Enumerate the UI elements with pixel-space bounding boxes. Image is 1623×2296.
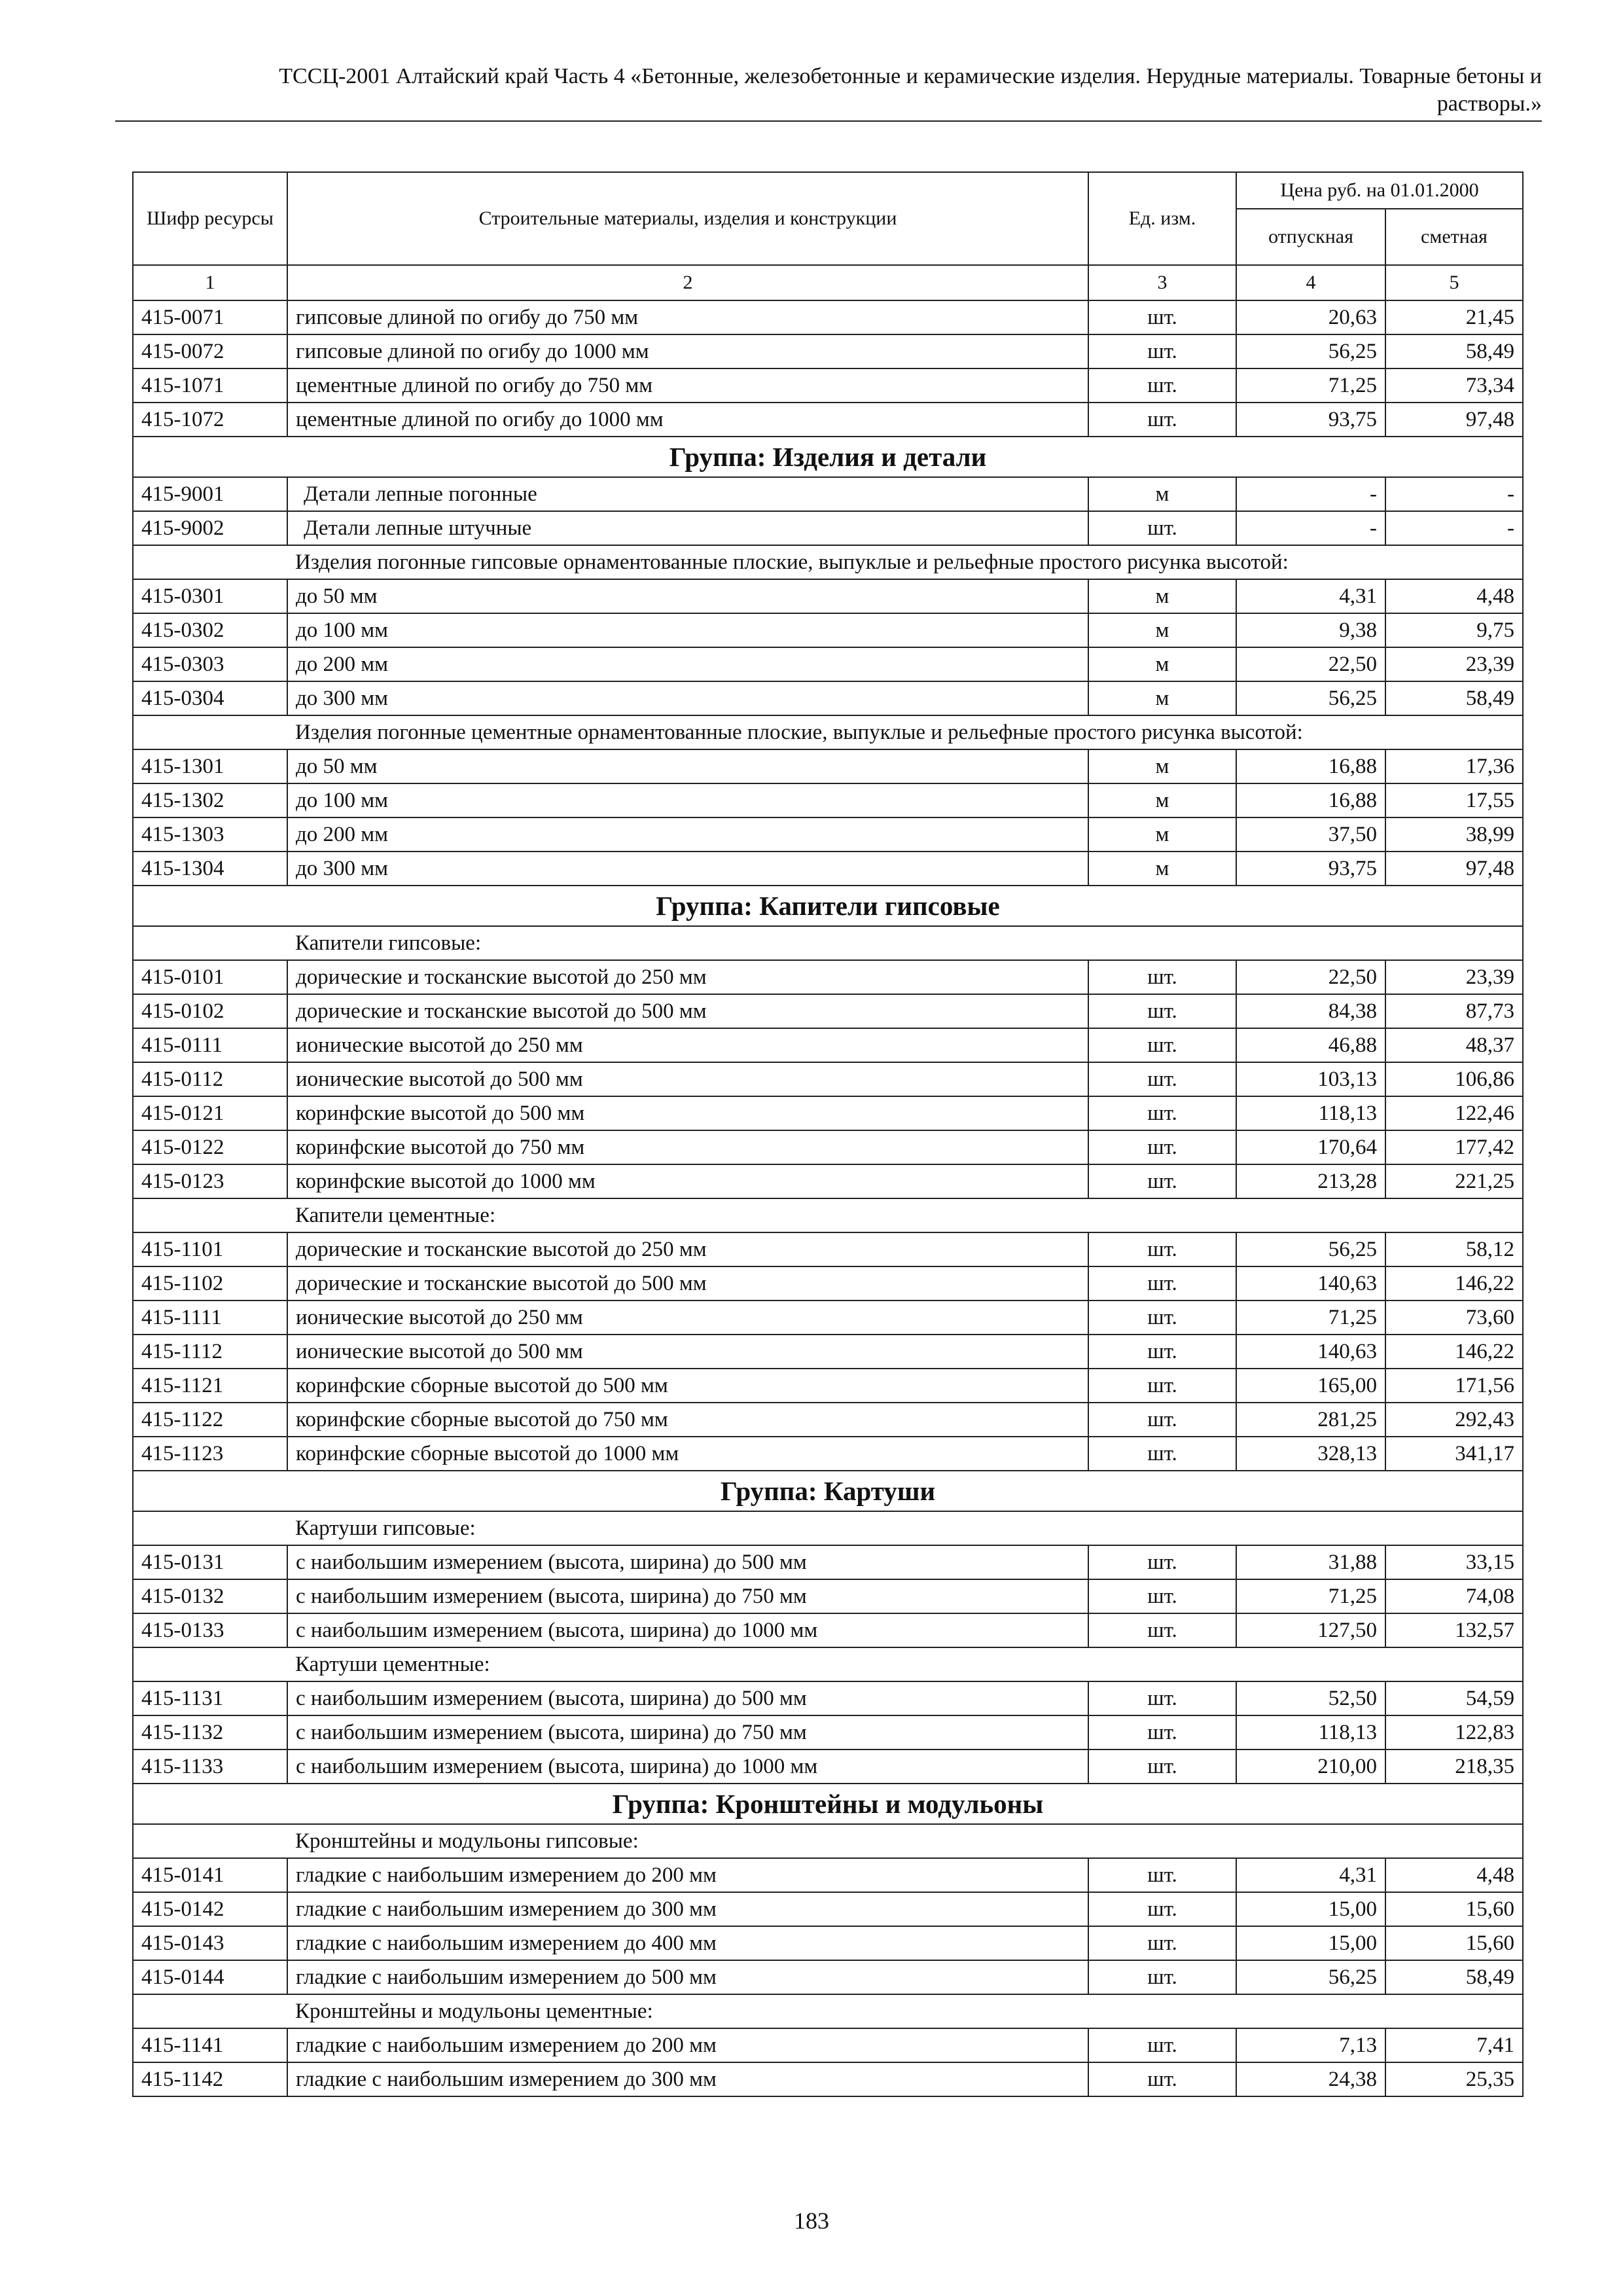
unit-of-measure: м	[1088, 852, 1236, 886]
price-table-body	[133, 300, 1523, 2096]
group-heading: Группа: Изделия и детали	[133, 437, 1523, 477]
subgroup-row	[133, 1511, 1523, 1545]
unit-of-measure: шт.	[1088, 1715, 1236, 1749]
unit-of-measure: шт.	[1088, 1892, 1236, 1926]
resource-name: коринфские высотой до 500 мм	[287, 1096, 1088, 1130]
estimate-price: 17,55	[1385, 783, 1523, 817]
table-row	[133, 1960, 1523, 1994]
unit-of-measure: шт.	[1088, 1579, 1236, 1613]
release-price: -	[1236, 477, 1385, 511]
resource-code: 415-0102	[133, 994, 287, 1028]
unit-of-measure: шт.	[1088, 2028, 1236, 2062]
estimate-price: 38,99	[1385, 817, 1523, 852]
document-header	[115, 63, 1542, 118]
estimate-price: 4,48	[1385, 1858, 1523, 1892]
table-row	[133, 852, 1523, 886]
subgroup-heading: Изделия погонные цементные орнаментованные плоские, выпуклые и рельефные простого рисунка высотой:	[287, 715, 1523, 749]
unit-of-measure: м	[1088, 477, 1236, 511]
unit-of-measure: шт.	[1088, 1749, 1236, 1784]
subgroup-spacer	[133, 545, 287, 579]
resource-name: с наибольшим измерением (высота, ширина) до 1000 мм	[287, 1613, 1088, 1647]
unit-of-measure: м	[1088, 613, 1236, 647]
estimate-price: 58,49	[1385, 681, 1523, 715]
release-price: 118,13	[1236, 1715, 1385, 1749]
unit-of-measure: шт.	[1088, 1403, 1236, 1437]
release-price: 22,50	[1236, 960, 1385, 994]
release-price: -	[1236, 511, 1385, 545]
release-price: 103,13	[1236, 1062, 1385, 1096]
resource-code: 415-0131	[133, 1545, 287, 1579]
resource-name: дорические и тосканские высотой до 250 мм	[287, 960, 1088, 994]
estimate-price: 106,86	[1385, 1062, 1523, 1096]
estimate-price: 87,73	[1385, 994, 1523, 1028]
column-header-unit: Ед. изм.	[1088, 172, 1236, 265]
resource-name: гипсовые длиной по огибу до 750 мм	[287, 300, 1088, 334]
table-row	[133, 1232, 1523, 1266]
release-price: 31,88	[1236, 1545, 1385, 1579]
unit-of-measure: шт.	[1088, 368, 1236, 403]
resource-code: 415-1304	[133, 852, 287, 886]
resource-code: 415-1072	[133, 403, 287, 437]
release-price: 71,25	[1236, 1300, 1385, 1335]
table-row	[133, 1130, 1523, 1164]
table-row	[133, 2028, 1523, 2062]
resource-code: 415-1112	[133, 1335, 287, 1369]
column-header-release-price: отпускная	[1236, 209, 1385, 265]
subgroup-spacer	[133, 715, 287, 749]
release-price: 15,00	[1236, 1892, 1385, 1926]
table-row	[133, 1545, 1523, 1579]
resource-name: до 50 мм	[287, 579, 1088, 613]
resource-code: 415-9001	[133, 477, 287, 511]
resource-name: коринфские высотой до 1000 мм	[287, 1164, 1088, 1198]
table-row	[133, 783, 1523, 817]
table-row	[133, 1096, 1523, 1130]
table-row	[133, 1749, 1523, 1784]
table-row	[133, 334, 1523, 368]
release-price: 37,50	[1236, 817, 1385, 852]
unit-of-measure: шт.	[1088, 1926, 1236, 1960]
unit-of-measure: шт.	[1088, 334, 1236, 368]
resource-name: до 100 мм	[287, 613, 1088, 647]
table-row	[133, 368, 1523, 403]
table-row	[133, 994, 1523, 1028]
resource-name: до 200 мм	[287, 647, 1088, 681]
table-row	[133, 1579, 1523, 1613]
table-row	[133, 1681, 1523, 1715]
release-price: 210,00	[1236, 1749, 1385, 1784]
unit-of-measure: шт.	[1088, 1130, 1236, 1164]
table-row	[133, 403, 1523, 437]
resource-name: коринфские сборные высотой до 1000 мм	[287, 1437, 1088, 1471]
estimate-price: 73,60	[1385, 1300, 1523, 1335]
column-number-1: 1	[133, 265, 287, 300]
table-row	[133, 817, 1523, 852]
resource-code: 415-1133	[133, 1749, 287, 1784]
unit-of-measure: м	[1088, 647, 1236, 681]
estimate-price: 122,83	[1385, 1715, 1523, 1749]
table-row	[133, 1437, 1523, 1471]
resource-code: 415-1132	[133, 1715, 287, 1749]
group-heading: Группа: Капители гипсовые	[133, 886, 1523, 926]
price-table	[132, 171, 1524, 2097]
release-price: 140,63	[1236, 1266, 1385, 1300]
subgroup-spacer	[133, 1647, 287, 1681]
resource-code: 415-1302	[133, 783, 287, 817]
estimate-price: 9,75	[1385, 613, 1523, 647]
table-row	[133, 1028, 1523, 1062]
table-row	[133, 1858, 1523, 1892]
table-row	[133, 1164, 1523, 1198]
unit-of-measure: шт.	[1088, 1300, 1236, 1335]
estimate-price: 58,49	[1385, 1960, 1523, 1994]
resource-code: 415-1121	[133, 1369, 287, 1403]
column-number-3: 3	[1088, 265, 1236, 300]
table-row	[133, 1715, 1523, 1749]
release-price: 93,75	[1236, 403, 1385, 437]
unit-of-measure: шт.	[1088, 1960, 1236, 1994]
unit-of-measure: шт.	[1088, 1232, 1236, 1266]
unit-of-measure: м	[1088, 817, 1236, 852]
release-price: 22,50	[1236, 647, 1385, 681]
resource-name: гипсовые длиной по огибу до 1000 мм	[287, 334, 1088, 368]
resource-code: 415-1131	[133, 1681, 287, 1715]
resource-name: до 100 мм	[287, 783, 1088, 817]
subgroup-spacer	[133, 1198, 287, 1232]
estimate-price: 221,25	[1385, 1164, 1523, 1198]
subgroup-heading: Картуши цементные:	[287, 1647, 1523, 1681]
resource-code: 415-1111	[133, 1300, 287, 1335]
subgroup-spacer	[133, 1824, 287, 1858]
release-price: 281,25	[1236, 1403, 1385, 1437]
resource-name: ионические высотой до 500 мм	[287, 1062, 1088, 1096]
resource-code: 415-1071	[133, 368, 287, 403]
resource-code: 415-0303	[133, 647, 287, 681]
unit-of-measure: шт.	[1088, 1335, 1236, 1369]
unit-of-measure: шт.	[1088, 1545, 1236, 1579]
release-price: 20,63	[1236, 300, 1385, 334]
estimate-price: 74,08	[1385, 1579, 1523, 1613]
unit-of-measure: шт.	[1088, 1096, 1236, 1130]
release-price: 71,25	[1236, 1579, 1385, 1613]
resource-code: 415-0071	[133, 300, 287, 334]
resource-code: 415-0304	[133, 681, 287, 715]
table-row	[133, 1892, 1523, 1926]
estimate-price: 48,37	[1385, 1028, 1523, 1062]
group-heading-row	[133, 886, 1523, 926]
table-row	[133, 511, 1523, 545]
release-price: 24,38	[1236, 2062, 1385, 2096]
column-number-2: 2	[287, 265, 1088, 300]
resource-code: 415-0123	[133, 1164, 287, 1198]
group-heading-row	[133, 437, 1523, 477]
resource-name: дорические и тосканские высотой до 500 мм	[287, 1266, 1088, 1300]
resource-name: до 50 мм	[287, 749, 1088, 783]
resource-name: гладкие с наибольшим измерением до 200 мм	[287, 2028, 1088, 2062]
resource-code: 415-0133	[133, 1613, 287, 1647]
resource-code: 415-9002	[133, 511, 287, 545]
resource-code: 415-0072	[133, 334, 287, 368]
resource-code: 415-0101	[133, 960, 287, 994]
group-heading-row	[133, 1471, 1523, 1511]
resource-name: дорические и тосканские высотой до 500 мм	[287, 994, 1088, 1028]
estimate-price: 97,48	[1385, 852, 1523, 886]
subgroup-heading: Картуши гипсовые:	[287, 1511, 1523, 1545]
estimate-price: 25,35	[1385, 2062, 1523, 2096]
table-row	[133, 579, 1523, 613]
table-row	[133, 300, 1523, 334]
unit-of-measure: шт.	[1088, 1266, 1236, 1300]
estimate-price: 23,39	[1385, 960, 1523, 994]
estimate-price: 7,41	[1385, 2028, 1523, 2062]
resource-code: 415-0111	[133, 1028, 287, 1062]
resource-name: ионические высотой до 500 мм	[287, 1335, 1088, 1369]
resource-name: цементные длиной по огибу до 1000 мм	[287, 403, 1088, 437]
column-number-4: 4	[1236, 265, 1385, 300]
estimate-price: 97,48	[1385, 403, 1523, 437]
estimate-price: 58,12	[1385, 1232, 1523, 1266]
unit-of-measure: м	[1088, 579, 1236, 613]
release-price: 118,13	[1236, 1096, 1385, 1130]
subgroup-row	[133, 715, 1523, 749]
estimate-price: 122,46	[1385, 1096, 1523, 1130]
subgroup-heading: Кронштейны и модульоны цементные:	[287, 1994, 1523, 2028]
resource-code: 415-0142	[133, 1892, 287, 1926]
header-line-1: ТССЦ-2001 Алтайский край Часть 4 «Бетонные, железобетонные и керамические изделия. Нерудные материалы. Товарные бетоны и	[279, 64, 1542, 88]
estimate-price: 146,22	[1385, 1266, 1523, 1300]
release-price: 4,31	[1236, 579, 1385, 613]
table-row	[133, 477, 1523, 511]
table-row	[133, 1266, 1523, 1300]
subgroup-row	[133, 1647, 1523, 1681]
release-price: 7,13	[1236, 2028, 1385, 2062]
estimate-price: 146,22	[1385, 1335, 1523, 1369]
unit-of-measure: шт.	[1088, 300, 1236, 334]
resource-name: ионические высотой до 250 мм	[287, 1028, 1088, 1062]
release-price: 16,88	[1236, 749, 1385, 783]
resource-code: 415-0302	[133, 613, 287, 647]
estimate-price: 17,36	[1385, 749, 1523, 783]
estimate-price: 33,15	[1385, 1545, 1523, 1579]
subgroup-heading: Изделия погонные гипсовые орнаментованные плоские, выпуклые и рельефные простого рисунка высотой:	[287, 545, 1523, 579]
estimate-price: 132,57	[1385, 1613, 1523, 1647]
resource-code: 415-1303	[133, 817, 287, 852]
subgroup-spacer	[133, 1511, 287, 1545]
resource-name: с наибольшим измерением (высота, ширина) до 750 мм	[287, 1579, 1088, 1613]
release-price: 93,75	[1236, 852, 1385, 886]
group-heading-row	[133, 1784, 1523, 1824]
resource-code: 415-1102	[133, 1266, 287, 1300]
resource-name: коринфские высотой до 750 мм	[287, 1130, 1088, 1164]
column-number-5: 5	[1385, 265, 1523, 300]
table-row	[133, 749, 1523, 783]
unit-of-measure: шт.	[1088, 1369, 1236, 1403]
estimate-price: 341,17	[1385, 1437, 1523, 1471]
estimate-price: 15,60	[1385, 1892, 1523, 1926]
release-price: 213,28	[1236, 1164, 1385, 1198]
estimate-price: 15,60	[1385, 1926, 1523, 1960]
resource-name: до 300 мм	[287, 681, 1088, 715]
subgroup-row	[133, 1824, 1523, 1858]
table-row	[133, 647, 1523, 681]
column-header-estimate-price: сметная	[1385, 209, 1523, 265]
group-heading: Группа: Кронштейны и модульоны	[133, 1784, 1523, 1824]
resource-code: 415-0144	[133, 1960, 287, 1994]
release-price: 84,38	[1236, 994, 1385, 1028]
table-row	[133, 1403, 1523, 1437]
estimate-price: 21,45	[1385, 300, 1523, 334]
table-row	[133, 1613, 1523, 1647]
release-price: 15,00	[1236, 1926, 1385, 1960]
resource-code: 415-0143	[133, 1926, 287, 1960]
table-row	[133, 1369, 1523, 1403]
unit-of-measure: шт.	[1088, 1028, 1236, 1062]
unit-of-measure: шт.	[1088, 960, 1236, 994]
subgroup-spacer	[133, 1994, 287, 2028]
resource-name: цементные длиной по огибу до 750 мм	[287, 368, 1088, 403]
table-row	[133, 1926, 1523, 1960]
resource-name: гладкие с наибольшим измерением до 300 мм	[287, 2062, 1088, 2096]
unit-of-measure: шт.	[1088, 403, 1236, 437]
resource-code: 415-0301	[133, 579, 287, 613]
resource-code: 415-1142	[133, 2062, 287, 2096]
subgroup-row	[133, 1198, 1523, 1232]
group-heading: Группа: Картуши	[133, 1471, 1523, 1511]
unit-of-measure: шт.	[1088, 1681, 1236, 1715]
resource-name: дорические и тосканские высотой до 250 мм	[287, 1232, 1088, 1266]
table-row	[133, 2062, 1523, 2096]
table-row	[133, 1062, 1523, 1096]
estimate-price: 292,43	[1385, 1403, 1523, 1437]
unit-of-measure: шт.	[1088, 1858, 1236, 1892]
estimate-price: 23,39	[1385, 647, 1523, 681]
resource-name: гладкие с наибольшим измерением до 300 мм	[287, 1892, 1088, 1926]
release-price: 56,25	[1236, 334, 1385, 368]
header-line-2: растворы.»	[1436, 92, 1542, 116]
table-row	[133, 960, 1523, 994]
resource-name: Детали лепные штучные	[287, 511, 1088, 545]
resource-name: с наибольшим измерением (высота, ширина) до 750 мм	[287, 1715, 1088, 1749]
resource-name: гладкие с наибольшим измерением до 400 мм	[287, 1926, 1088, 1960]
estimate-price: -	[1385, 511, 1523, 545]
resource-code: 415-1301	[133, 749, 287, 783]
release-price: 71,25	[1236, 368, 1385, 403]
table-row	[133, 1335, 1523, 1369]
release-price: 56,25	[1236, 1960, 1385, 1994]
unit-of-measure: шт.	[1088, 1613, 1236, 1647]
estimate-price: 58,49	[1385, 334, 1523, 368]
estimate-price: 177,42	[1385, 1130, 1523, 1164]
unit-of-measure: м	[1088, 783, 1236, 817]
estimate-price: 4,48	[1385, 579, 1523, 613]
resource-name: с наибольшим измерением (высота, ширина) до 1000 мм	[287, 1749, 1088, 1784]
release-price: 56,25	[1236, 681, 1385, 715]
estimate-price: 171,56	[1385, 1369, 1523, 1403]
resource-code: 415-0132	[133, 1579, 287, 1613]
release-price: 9,38	[1236, 613, 1385, 647]
estimate-price: 54,59	[1385, 1681, 1523, 1715]
resource-name: с наибольшим измерением (высота, ширина) до 500 мм	[287, 1681, 1088, 1715]
unit-of-measure: м	[1088, 749, 1236, 783]
subgroup-spacer	[133, 926, 287, 960]
unit-of-measure: шт.	[1088, 1062, 1236, 1096]
column-header-name: Строительные материалы, изделия и конструкции	[287, 172, 1088, 265]
subgroup-heading: Капители гипсовые:	[287, 926, 1523, 960]
resource-code: 415-1141	[133, 2028, 287, 2062]
release-price: 4,31	[1236, 1858, 1385, 1892]
resource-code: 415-0121	[133, 1096, 287, 1130]
page-number: 183	[794, 2208, 829, 2234]
release-price: 328,13	[1236, 1437, 1385, 1471]
resource-code: 415-1123	[133, 1437, 287, 1471]
release-price: 170,64	[1236, 1130, 1385, 1164]
release-price: 140,63	[1236, 1335, 1385, 1369]
unit-of-measure: м	[1088, 681, 1236, 715]
release-price: 56,25	[1236, 1232, 1385, 1266]
subgroup-row	[133, 545, 1523, 579]
estimate-price: 218,35	[1385, 1749, 1523, 1784]
resource-code: 415-0122	[133, 1130, 287, 1164]
table-row	[133, 1300, 1523, 1335]
resource-code: 415-0141	[133, 1858, 287, 1892]
resource-name: Детали лепные погонные	[287, 477, 1088, 511]
resource-name: до 300 мм	[287, 852, 1088, 886]
resource-name: коринфские сборные высотой до 500 мм	[287, 1369, 1088, 1403]
estimate-price: -	[1385, 477, 1523, 511]
resource-code: 415-1101	[133, 1232, 287, 1266]
resource-name: гладкие с наибольшим измерением до 500 мм	[287, 1960, 1088, 1994]
release-price: 127,50	[1236, 1613, 1385, 1647]
resource-name: ионические высотой до 250 мм	[287, 1300, 1088, 1335]
unit-of-measure: шт.	[1088, 994, 1236, 1028]
column-header-code: Шифр ресурсы	[133, 172, 287, 265]
resource-name: гладкие с наибольшим измерением до 200 мм	[287, 1858, 1088, 1892]
column-header-price-group: Цена руб. на 01.01.2000	[1236, 172, 1523, 209]
release-price: 16,88	[1236, 783, 1385, 817]
header-divider	[115, 120, 1542, 122]
unit-of-measure: шт.	[1088, 2062, 1236, 2096]
resource-code: 415-1122	[133, 1403, 287, 1437]
resource-name: коринфские сборные высотой до 750 мм	[287, 1403, 1088, 1437]
resource-name: с наибольшим измерением (высота, ширина) до 500 мм	[287, 1545, 1088, 1579]
unit-of-measure: шт.	[1088, 1437, 1236, 1471]
subgroup-row	[133, 1994, 1523, 2028]
release-price: 46,88	[1236, 1028, 1385, 1062]
subgroup-heading: Капители цементные:	[287, 1198, 1523, 1232]
release-price: 165,00	[1236, 1369, 1385, 1403]
estimate-price: 73,34	[1385, 368, 1523, 403]
release-price: 52,50	[1236, 1681, 1385, 1715]
subgroup-row	[133, 926, 1523, 960]
resource-code: 415-0112	[133, 1062, 287, 1096]
table-row	[133, 613, 1523, 647]
unit-of-measure: шт.	[1088, 1164, 1236, 1198]
resource-name: до 200 мм	[287, 817, 1088, 852]
unit-of-measure: шт.	[1088, 511, 1236, 545]
table-row	[133, 681, 1523, 715]
subgroup-heading: Кронштейны и модульоны гипсовые:	[287, 1824, 1523, 1858]
